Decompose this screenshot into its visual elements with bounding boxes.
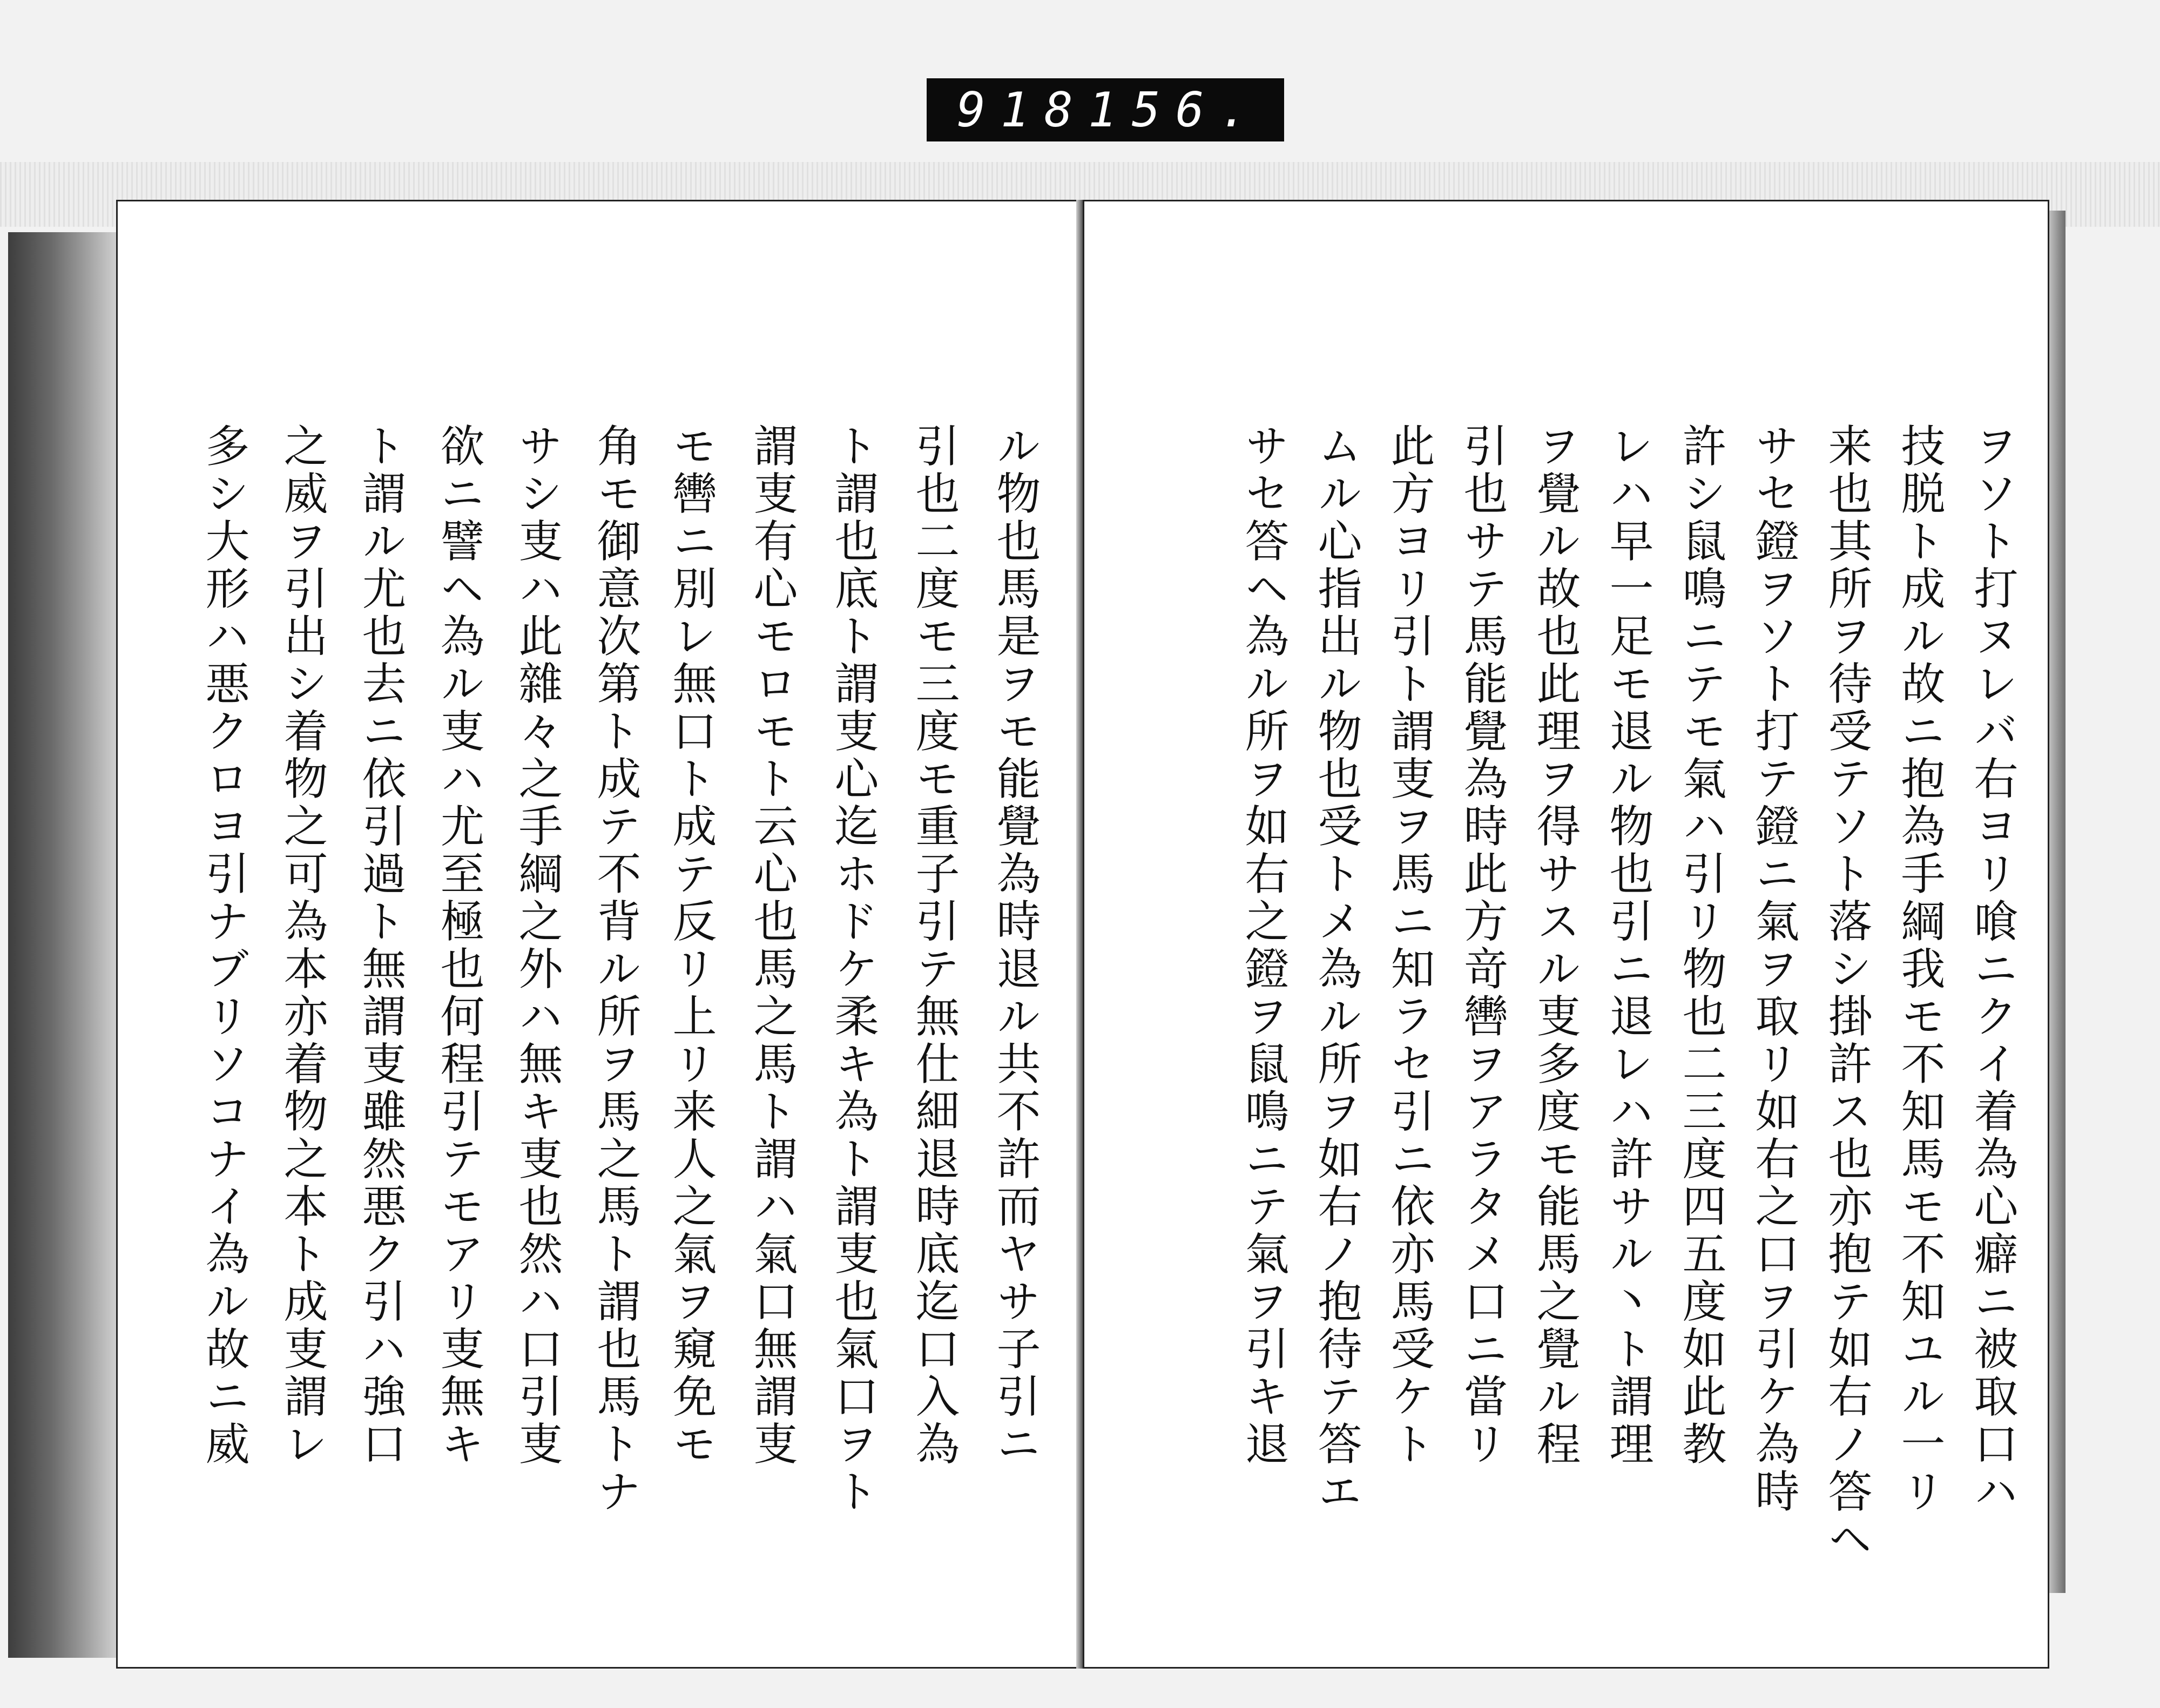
left-column-6: 角モ御意次第ト成テ不背ル所ヲ馬之馬ト謂也馬トナ — [590, 423, 641, 1516]
right-column-4: サセ鐙ヲソト打テ鐙ニ氣ヲ取リ如右之口ヲ引ケ為時 — [1748, 423, 1799, 1516]
right-page — [1083, 200, 2049, 1669]
right-column-5: 許シ鼠鳴ニテモ氣ハ引リ物也二三度四五度如此教 — [1675, 423, 1726, 1468]
left-column-11: 多シ大形ハ悪クロヨ引ナブリソコナイ為ル故ニ威 — [198, 423, 249, 1468]
right-column-6: レハ早一足モ退ル物也引ニ退レハ許サル丶ト謂理 — [1602, 423, 1653, 1468]
left-column-9: ト謂ル尤也去ニ依引過ト無謂叓雖然悪ク引ハ強口 — [355, 423, 406, 1468]
catalog-label-left: 918 — [957, 82, 1088, 138]
right-column-3: 来也其所ヲ待受テソト落シ掛許ス也亦抱テ如右ノ答ヘ — [1821, 423, 1872, 1563]
left-column-5: モ轡ニ別レ無口ト成テ反リ上リ来人之氣ヲ窺免モ — [665, 423, 717, 1468]
left-column-4: 謂叓有心モロモト云心也馬之馬ト謂ハ氣口無謂叓 — [746, 423, 798, 1468]
book-page-edges-left — [8, 232, 116, 1658]
catalog-label-right: 156. — [1088, 82, 1263, 138]
catalog-label — [927, 78, 1284, 141]
left-column-8: 欲ニ譬ヘ為ル叓ハ尤至極也何程引テモアリ叓無キ — [433, 423, 484, 1468]
right-column-11: サセ答ヘ為ル所ヲ如右之鐙ヲ鼠鳴ニテ氣ヲ引キ退 — [1238, 423, 1289, 1468]
book-page-edges-right — [2049, 211, 2066, 1593]
right-column-8: 引也サテ馬能覺為時此方竒轡ヲアラタメ口ニ當リ — [1456, 423, 1508, 1468]
left-page — [116, 200, 1083, 1669]
right-column-9: 此方ヨリ引ト謂叓ヲ馬ニ知ラセ引ニ依亦馬受ケト — [1383, 423, 1435, 1468]
right-column-10: ムル心指出ル物也受トメ為ル所ヲ如右ノ抱待テ答エ — [1311, 423, 1362, 1516]
right-column-1: ヲソト打ヌレバ右ヨリ喰ニクイ着為心癖ニ被取口ハ — [1967, 423, 2018, 1516]
left-column-10: 之威ヲ引出シ着物之可為本亦着物之本ト成叓謂レ — [276, 423, 328, 1468]
left-column-3: ト謂也底ト謂叓心迄ホドケ柔キ為ト謂叓也氣口ヲト — [827, 423, 879, 1516]
right-column-7: ヲ覺ル故也此理ヲ得サスル叓多度モ能馬之覺ル程 — [1529, 423, 1581, 1468]
left-column-1: ル物也馬是ヲモ能覺為時退ル共不許而ヤサ子引ニ — [989, 423, 1041, 1468]
left-column-7: サシ叓ハ此雜々之手綱之外ハ無キ叓也然ハ口引叓 — [511, 423, 563, 1468]
left-column-2: 引也二度モ三度モ重子引テ無仕細退時底迄口入為 — [908, 423, 960, 1468]
right-column-2: 技脱ト成ル故ニ抱為手綱我モ不知馬モ不知ユル一リ — [1894, 423, 1945, 1516]
open-book — [0, 189, 2160, 1683]
